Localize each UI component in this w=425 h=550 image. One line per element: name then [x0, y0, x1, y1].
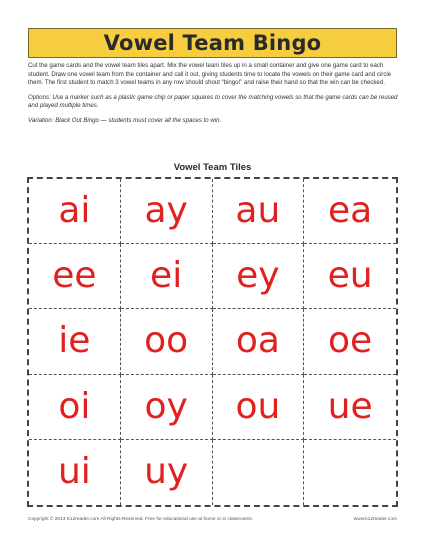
empty-tile	[304, 440, 396, 505]
vowel-tile: ui	[29, 440, 121, 505]
vowel-tile: ue	[304, 375, 396, 440]
vowel-tile: ie	[29, 309, 121, 374]
page-title: Vowel Team Bingo	[103, 31, 322, 55]
vowel-tile: ey	[213, 244, 305, 309]
instructions-options: Options: Use a marker such as a plastic game chip or paper squares to cover the matching vowels so that the game cards can be reused and played multiple times.	[28, 93, 398, 110]
vowel-tile: oa	[213, 309, 305, 374]
vowel-tile: au	[213, 179, 305, 244]
vowel-tile: ou	[213, 375, 305, 440]
vowel-tile: uy	[121, 440, 213, 505]
vowel-tile: oi	[29, 375, 121, 440]
instructions	[28, 62, 400, 132]
instructions-main: Cut the game cards and the vowel team tiles apart. Mix the vowel team tiles up in a small container and give one game card to each student. Draw one vowel team from the container and call it out, giving students time to locate the vowels on their game card and circle them. The first student to match 3 vowel teams in any row should shout “bingo!” and raise their hand so that the win can be checked.	[28, 62, 392, 87]
vowel-tile: oe	[304, 309, 396, 374]
vowel-tile: ay	[121, 179, 213, 244]
site-url: www.k12reader.com	[353, 517, 397, 522]
vowel-tile: oo	[121, 309, 213, 374]
vowel-team-tile-grid	[27, 177, 398, 507]
vowel-tile: ea	[304, 179, 396, 244]
empty-tile	[213, 440, 305, 505]
vowel-tile: ei	[121, 244, 213, 309]
title-banner	[28, 28, 397, 58]
vowel-tile: ee	[29, 244, 121, 309]
instructions-variation: Variation: Black Out Bingo — students must cover all the spaces to win.	[28, 116, 222, 124]
copyright-notice: Copyright © 2013 K12reader.com All Rights Reserved. Free for educational use at home or in classrooms.	[28, 517, 254, 522]
vowel-tile: eu	[304, 244, 396, 309]
vowel-tile: ai	[29, 179, 121, 244]
tiles-heading: Vowel Team Tiles	[173, 162, 252, 173]
vowel-tile: oy	[121, 375, 213, 440]
